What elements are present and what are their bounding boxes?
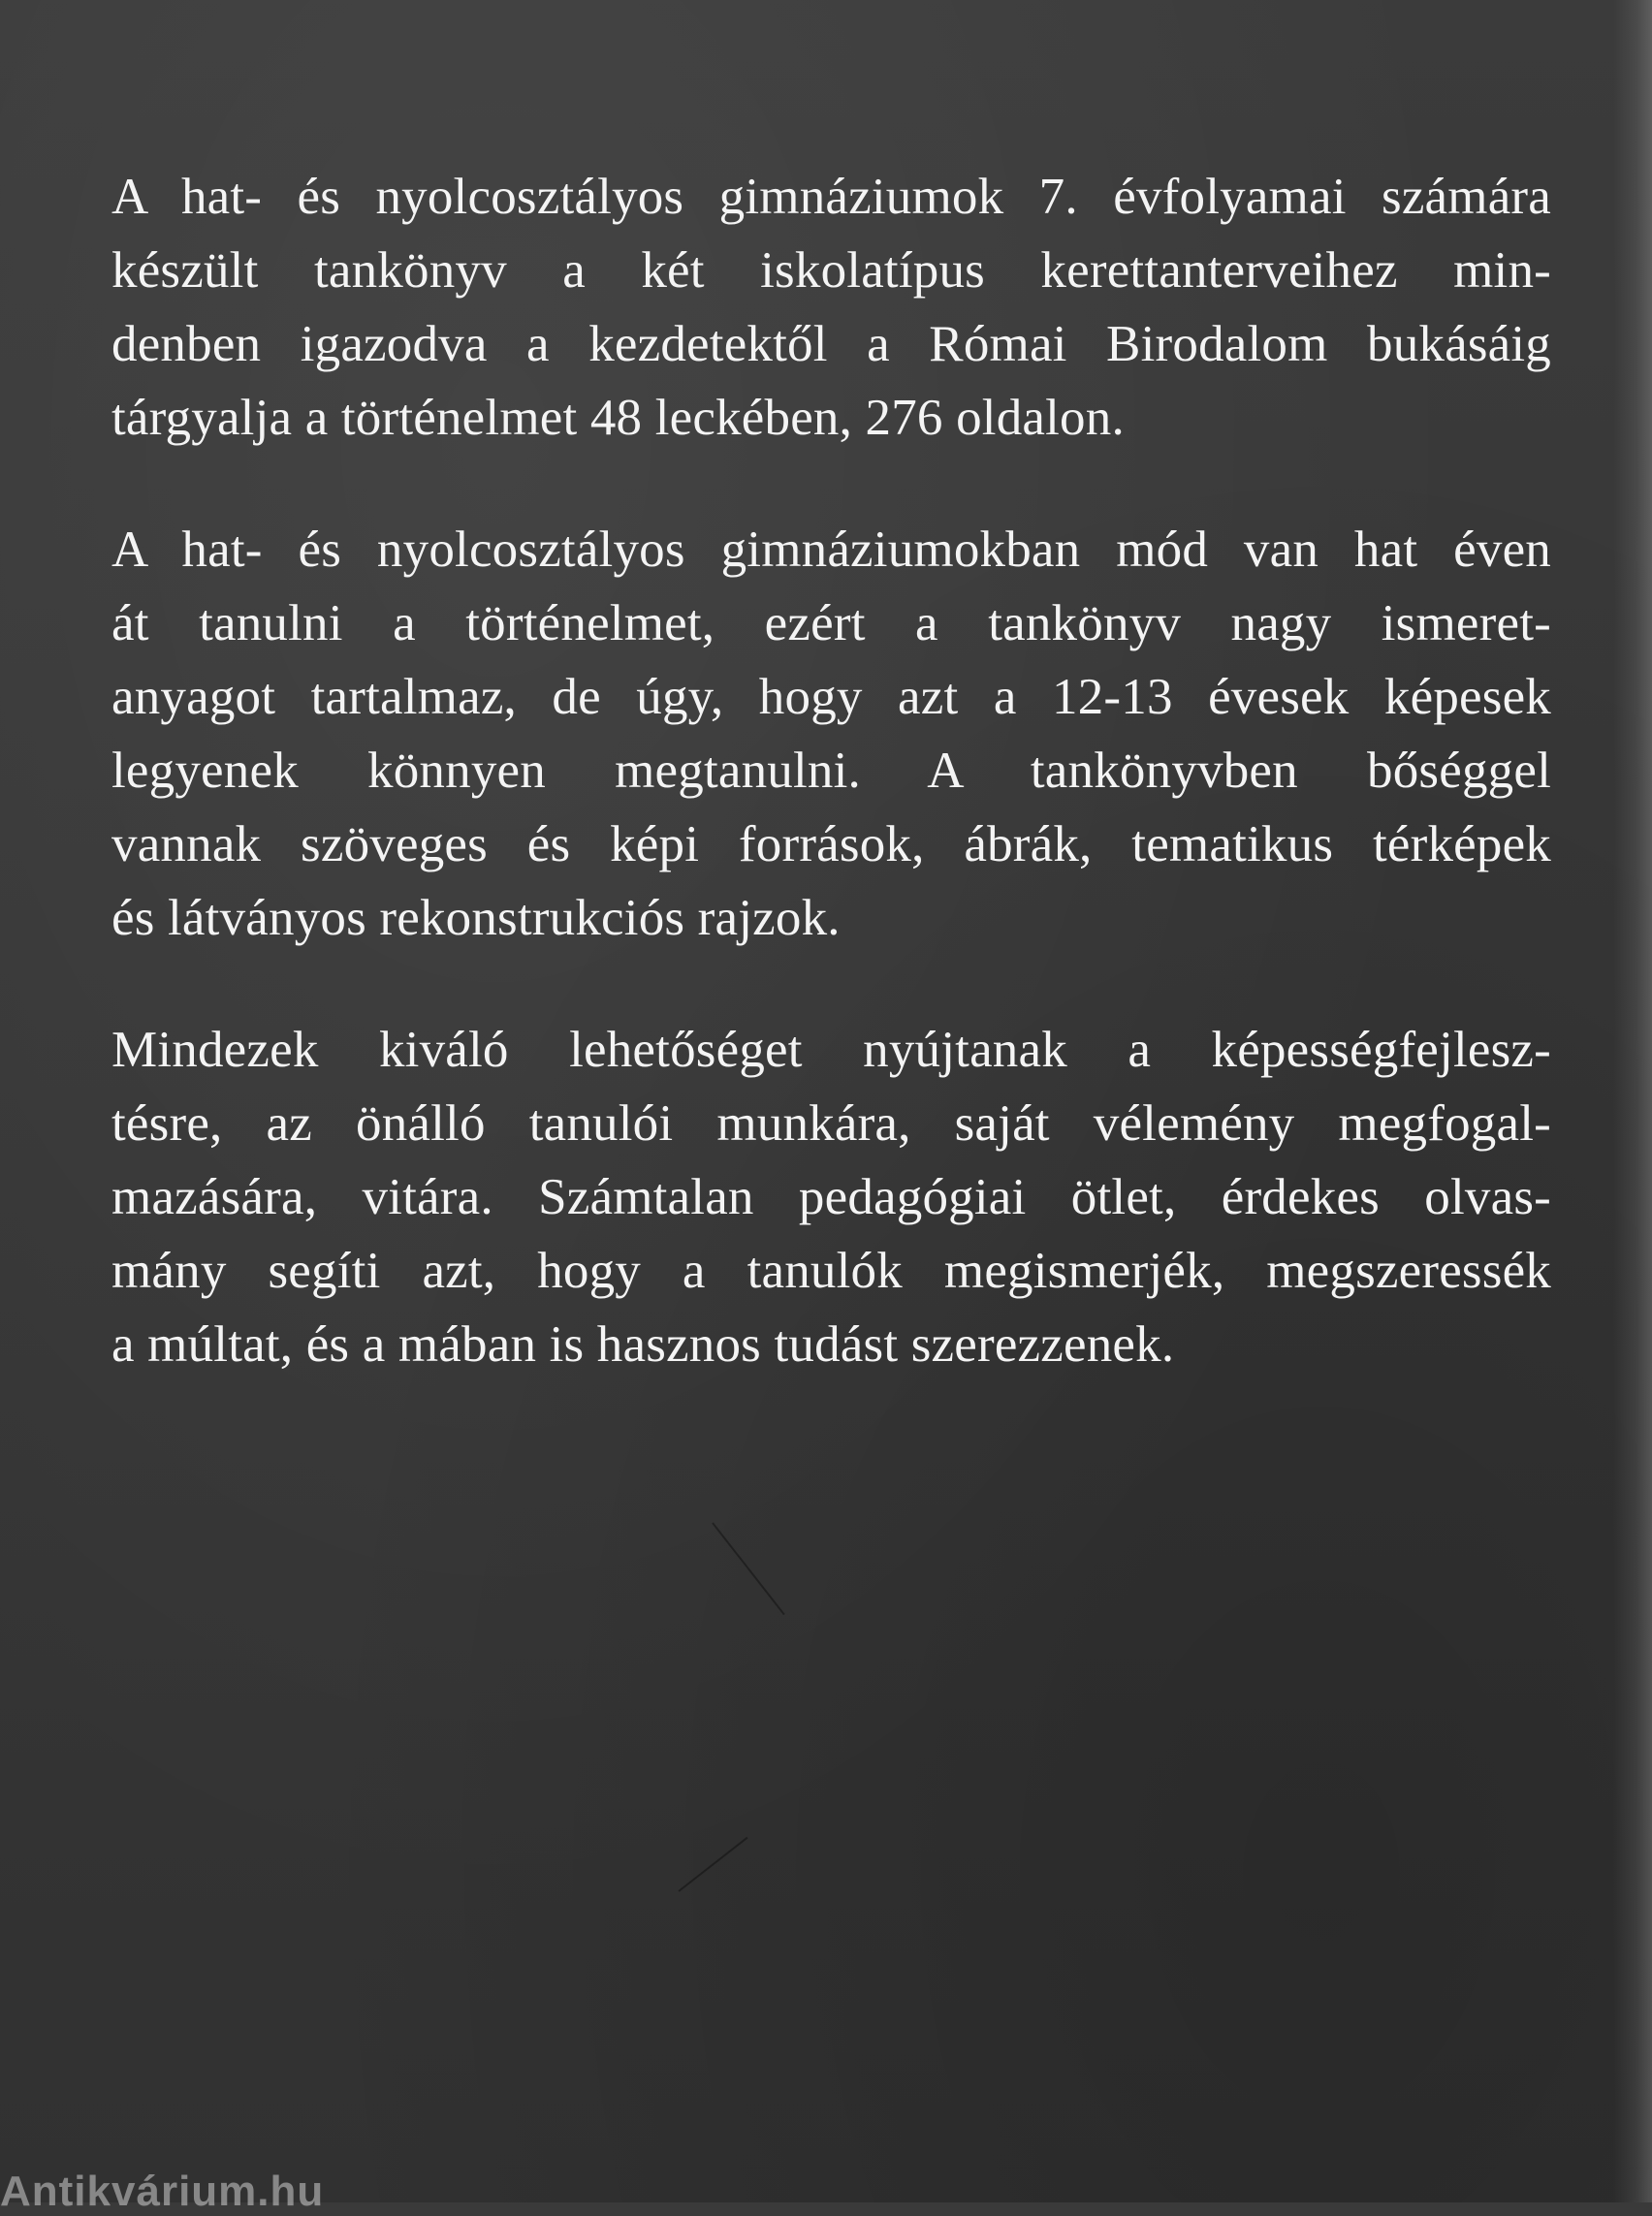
text-line: A hat- és nyolcosztályos gimnáziumokban mód van hat éven — [111, 522, 1551, 578]
cover-crease — [712, 1522, 784, 1615]
text-line: tárgyalja a történelmet 48 leckében, 276 oldalon. — [111, 390, 1125, 446]
text-line: a múltat, és a mában is hasznos tudást szerezzenek. — [111, 1316, 1175, 1373]
text-line: tésre, az önálló tanulói munkára, saját vélemény megfogal- — [111, 1095, 1551, 1152]
text-line: készült tankönyv a két iskolatípus kerettanterveihez min- — [111, 242, 1551, 299]
paragraph-3 — [111, 1013, 1551, 1381]
text-line: vannak szöveges és képi források, ábrák, tematikus térképek — [111, 816, 1551, 872]
text-line: és látványos rekonstrukciós rajzok. — [111, 890, 841, 946]
cover-edge-highlight — [1613, 0, 1652, 2202]
paragraph-2 — [111, 513, 1551, 955]
text-line: anyagot tartalmaz, de úgy, hogy azt a 12-13 évesek képesek — [111, 669, 1551, 725]
text-line: A hat- és nyolcosztályos gimnáziumok 7. évfolyamai számára — [111, 169, 1551, 225]
text-line: mány segíti azt, hogy a tanulók megismerjék, megszeressék — [111, 1243, 1551, 1299]
text-line: denben igazodva a kezdetektől a Római Birodalom bukásáig — [111, 316, 1551, 372]
watermark-text: Antikvárium.hu — [0, 2168, 325, 2215]
text-line: mazására, vitára. Számtalan pedagógiai ötlet, érdekes olvas- — [111, 1169, 1551, 1225]
paragraph-1 — [111, 160, 1551, 455]
text-line: Mindezek kiváló lehetőséget nyújtanak a képességfejlesz- — [111, 1022, 1551, 1078]
text-line: át tanulni a történelmet, ezért a tankönyv nagy ismeret- — [111, 595, 1551, 651]
text-line: legyenek könnyen megtanulni. A tankönyvben bőséggel — [111, 743, 1551, 799]
cover-crease — [678, 1837, 747, 1892]
blurb-text — [111, 160, 1551, 1440]
